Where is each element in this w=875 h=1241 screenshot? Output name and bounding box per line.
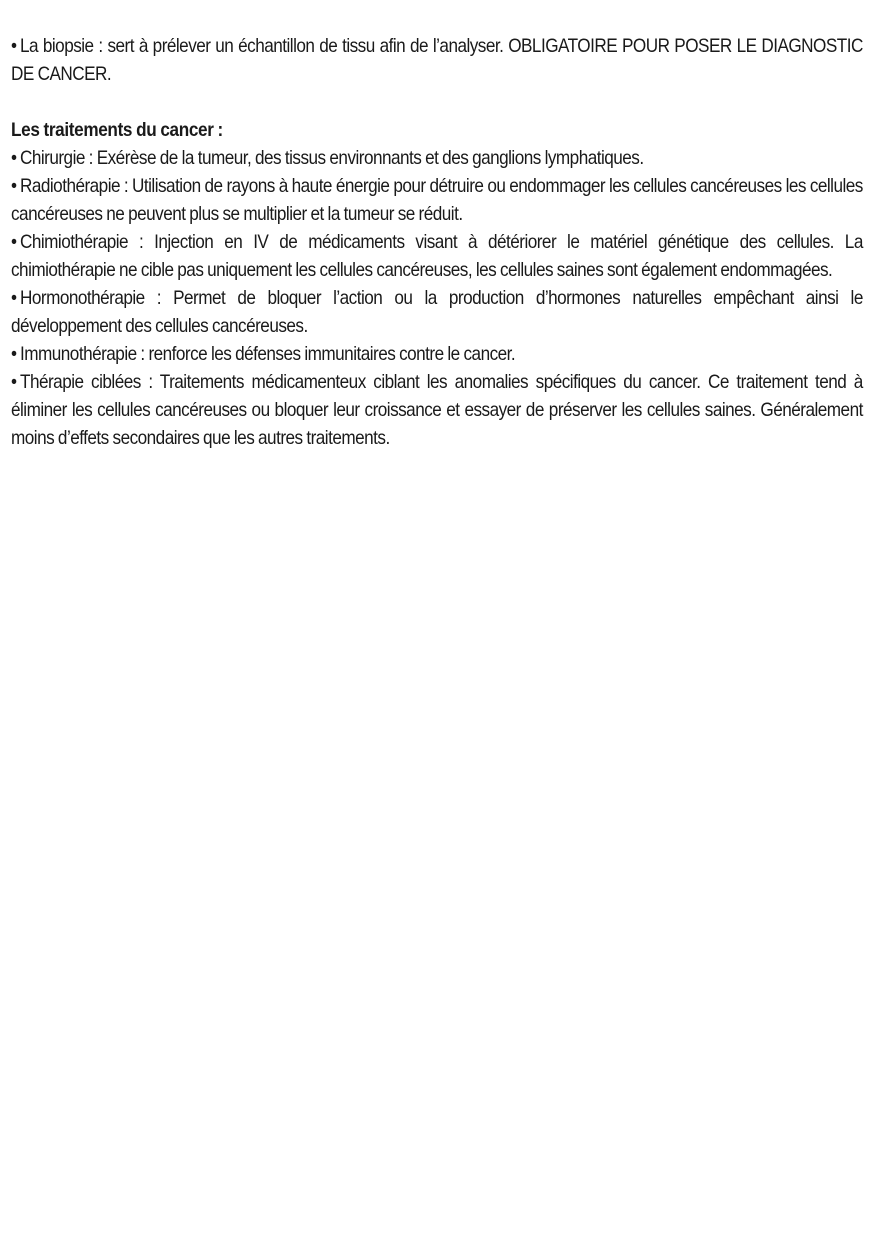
bullet-glyph: • bbox=[11, 175, 17, 197]
treatment-chemotherapy-text: Chimiothérapie : Injection en IV de médicaments visant à détériorer le matériel génétique des cellules. La chimiothérapie ne cible pas uniquement les cellules cancéreuses, les cellules saines sont également endommagées. bbox=[11, 231, 863, 281]
paragraph-gap bbox=[11, 88, 863, 116]
treatment-hormonotherapy-text: Hormonothérapie : Permet de bloquer l’action ou la production d’hormones naturelles empêchant ainsi le développement des cellules cancéreuses. bbox=[11, 287, 863, 337]
bullet-glyph: • bbox=[11, 371, 17, 393]
list-item bbox=[11, 340, 863, 368]
treatments-heading: Les traitements du cancer : bbox=[11, 119, 223, 141]
list-item bbox=[11, 228, 863, 284]
list-item bbox=[11, 172, 863, 228]
biopsy-paragraph bbox=[11, 32, 863, 88]
bullet-glyph: • bbox=[11, 287, 17, 309]
list-item bbox=[11, 284, 863, 340]
biopsy-text: La biopsie : sert à prélever un échantillon de tissu afin de l’analyser. OBLIGATOIRE POUR POSER LE DIAGNOSTIC DE CANCER. bbox=[11, 35, 863, 85]
document-page bbox=[11, 32, 863, 452]
list-item bbox=[11, 144, 863, 172]
bullet-glyph: • bbox=[11, 35, 17, 57]
list-item bbox=[11, 368, 863, 452]
treatments-list bbox=[11, 144, 863, 452]
bullet-glyph: • bbox=[11, 147, 17, 169]
treatment-surgery-text: Chirurgie : Exérèse de la tumeur, des tissus environnants et des ganglions lymphatiques. bbox=[20, 147, 644, 169]
bullet-glyph: • bbox=[11, 231, 17, 253]
treatment-radiotherapy-text: Radiothérapie : Utilisation de rayons à haute énergie pour détruire ou endommager les cellules cancéreuses les cellules cancéreuses ne peuvent plus se multiplier et la tumeur se réduit. bbox=[11, 175, 863, 225]
treatment-immunotherapy-text: Immunothérapie : renforce les défenses immunitaires contre le cancer. bbox=[20, 343, 516, 365]
bullet-glyph: • bbox=[11, 343, 17, 365]
treatment-targeted-therapy-text: Thérapie ciblées : Traitements médicamenteux ciblant les anomalies spécifiques du cancer. Ce traitement tend à éliminer les cellules cancéreuses ou bloquer leur croissance et essayer de préserver les cellules saines. Généralement moins d’effets secondaires que les autres traitements. bbox=[11, 371, 863, 449]
